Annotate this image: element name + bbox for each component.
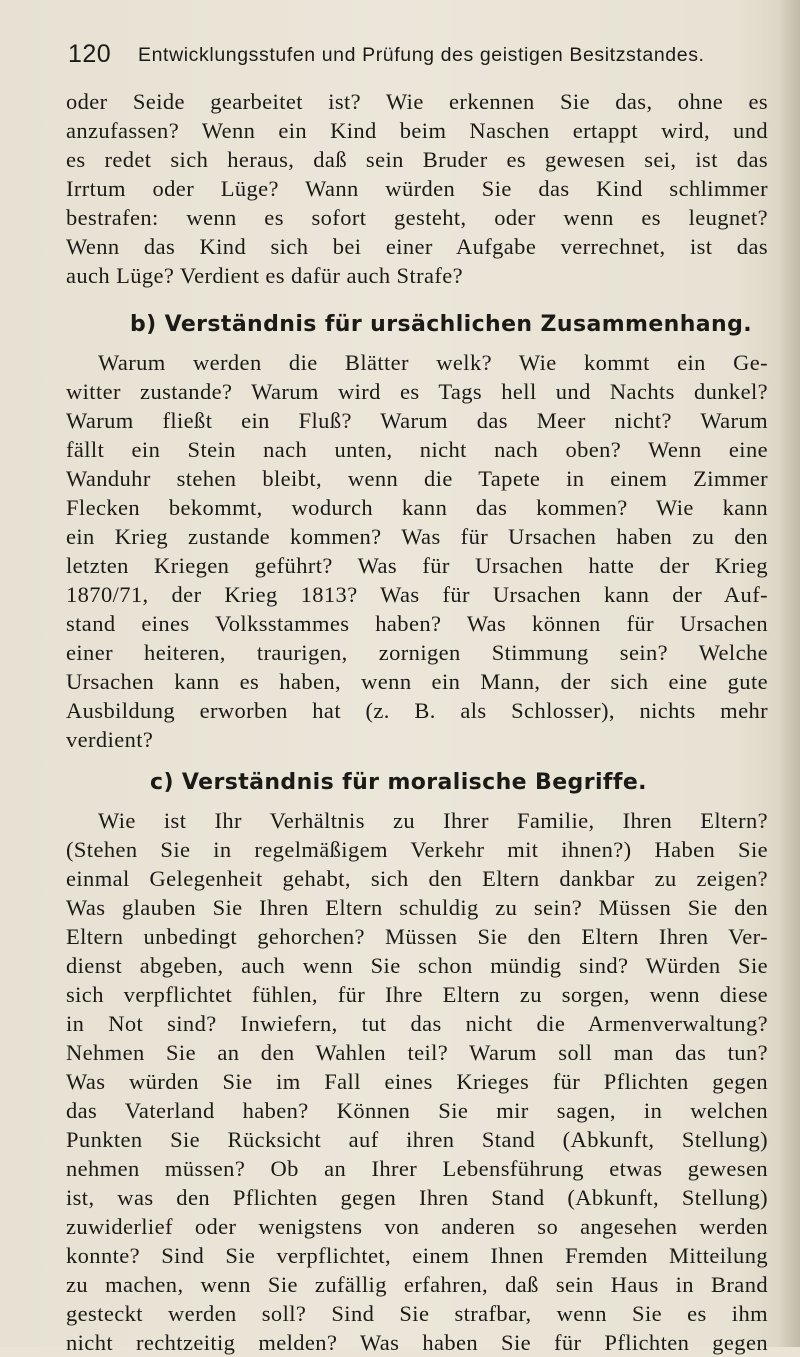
text-line: sich verpflichtet fühlen, für Ihre Eltern zu sorgen, wenn diese bbox=[66, 982, 768, 1007]
text-line: fällt ein Stein nach unten, nicht nach oben? Wenn eine bbox=[66, 437, 768, 462]
section-c-body bbox=[66, 806, 768, 1357]
text-line: oder Seide gearbeitet ist? Wie erkennen Sie das, ohne es bbox=[66, 89, 768, 114]
text-line: konnte? Sind Sie verpflichtet, einem Ihnen Fremden Mitteilung bbox=[66, 1243, 768, 1268]
text-line: nicht rechtzeitig melden? Was haben Sie für Pflichten gegen bbox=[66, 1330, 768, 1355]
text-line: anzufassen? Wenn ein Kind beim Naschen ertappt wird, und bbox=[66, 118, 768, 143]
text-line: Eltern unbedingt gehorchen? Müssen Sie den Eltern Ihren Ver- bbox=[66, 924, 768, 949]
text-line: Wie ist Ihr Verhältnis zu Ihrer Familie, Ihren Eltern? bbox=[98, 808, 768, 833]
section-label: b) bbox=[130, 312, 157, 337]
text-line: Warum fließt ein Fluß? Warum das Meer nicht? Warum bbox=[66, 408, 768, 433]
text-line: Nehmen Sie an den Wahlen teil? Warum soll man das tun? bbox=[66, 1040, 768, 1065]
text-line: bestrafen: wenn es sofort gesteht, oder wenn es leugnet? bbox=[66, 205, 768, 230]
text-line: letzten Kriegen geführt? Was für Ursachen hatte der Krieg bbox=[66, 553, 768, 578]
section-title: Verständnis für moralische Begriffe. bbox=[181, 770, 647, 795]
text-line: Irrtum oder Lüge? Wann würden Sie das Kind schlimmer bbox=[66, 176, 768, 201]
section-b-body bbox=[66, 348, 768, 754]
page-number: 120 bbox=[68, 40, 112, 68]
running-head bbox=[68, 40, 780, 76]
text-line: nehmen müssen? Ob an Ihrer Lebensführung etwas gewesen bbox=[66, 1156, 768, 1181]
text-line: (Stehen Sie in regelmäßigem Verkehr mit ihnen?) Haben Sie bbox=[66, 837, 768, 862]
page-edge-shadow bbox=[778, 0, 800, 1347]
section-heading-c bbox=[150, 770, 790, 795]
text-line: einmal Gelegenheit gehabt, sich den Eltern dankbar zu zeigen? bbox=[66, 866, 768, 891]
text-line: verdient? bbox=[66, 727, 154, 752]
text-line: in Not sind? Inwiefern, tut das nicht die Armenverwaltung? bbox=[66, 1011, 768, 1036]
text-line: Was glauben Sie Ihren Eltern schuldig zu sein? Müssen Sie den bbox=[66, 895, 768, 920]
text-line: auch Lüge? Verdient es dafür auch Strafe? bbox=[66, 263, 464, 288]
text-line: es redet sich heraus, daß sein Bruder es gewesen sei, ist das bbox=[66, 147, 768, 172]
text-line: stand eines Volksstammes haben? Was können für Ursachen bbox=[66, 611, 768, 636]
section-heading-b bbox=[130, 312, 770, 337]
text-line: Wanduhr stehen bleibt, wenn die Tapete in einem Zimmer bbox=[66, 466, 768, 491]
section-label: c) bbox=[150, 770, 174, 795]
text-line: zuwiderlief oder wenigstens von anderen so angesehen werden bbox=[66, 1214, 768, 1239]
section-title: Verständnis für ursächlichen Zusammenhang. bbox=[164, 312, 753, 337]
text-line: dienst abgeben, auch wenn Sie schon mündig sind? Würden Sie bbox=[66, 953, 768, 978]
text-line: Ausbildung erworben hat (z. B. als Schlosser), nichts mehr bbox=[66, 698, 768, 723]
text-line: ist, was den Pflichten gegen Ihren Stand (Abkunft, Stellung) bbox=[66, 1185, 768, 1210]
running-title: Entwicklungsstufen und Prüfung des geistigen Besitzstandes. bbox=[138, 44, 705, 66]
text-line: Warum werden die Blätter welk? Wie kommt ein Ge- bbox=[98, 350, 768, 375]
text-line: gesteckt werden soll? Sind Sie strafbar, wenn Sie es ihm bbox=[66, 1301, 768, 1326]
text-line: witter zustande? Warum wird es Tags hell und Nachts dunkel? bbox=[66, 379, 768, 404]
text-line: 1870/71, der Krieg 1813? Was für Ursachen kann der Auf- bbox=[66, 582, 768, 607]
text-line: Ursachen kann es haben, wenn ein Mann, der sich eine gute bbox=[66, 669, 768, 694]
text-line: ein Krieg zustande kommen? Was für Ursachen haben zu den bbox=[66, 524, 768, 549]
text-line: Was würden Sie im Fall eines Krieges für Pflichten gegen bbox=[66, 1069, 768, 1094]
paragraph-1 bbox=[66, 87, 768, 290]
text-line: Wenn das Kind sich bei einer Aufgabe verrechnet, ist das bbox=[66, 234, 768, 259]
text-line: zu machen, wenn Sie zufällig erfahren, daß sein Haus in Brand bbox=[66, 1272, 768, 1297]
text-line: Punkten Sie Rücksicht auf ihren Stand (Abkunft, Stellung) bbox=[66, 1127, 768, 1152]
text-line: einer heiteren, traurigen, zornigen Stimmung sein? Welche bbox=[66, 640, 768, 665]
text-line: Flecken bekommt, wodurch kann das kommen? Wie kann bbox=[66, 495, 768, 520]
text-line: das Vaterland haben? Können Sie mir sagen, in welchen bbox=[66, 1098, 768, 1123]
